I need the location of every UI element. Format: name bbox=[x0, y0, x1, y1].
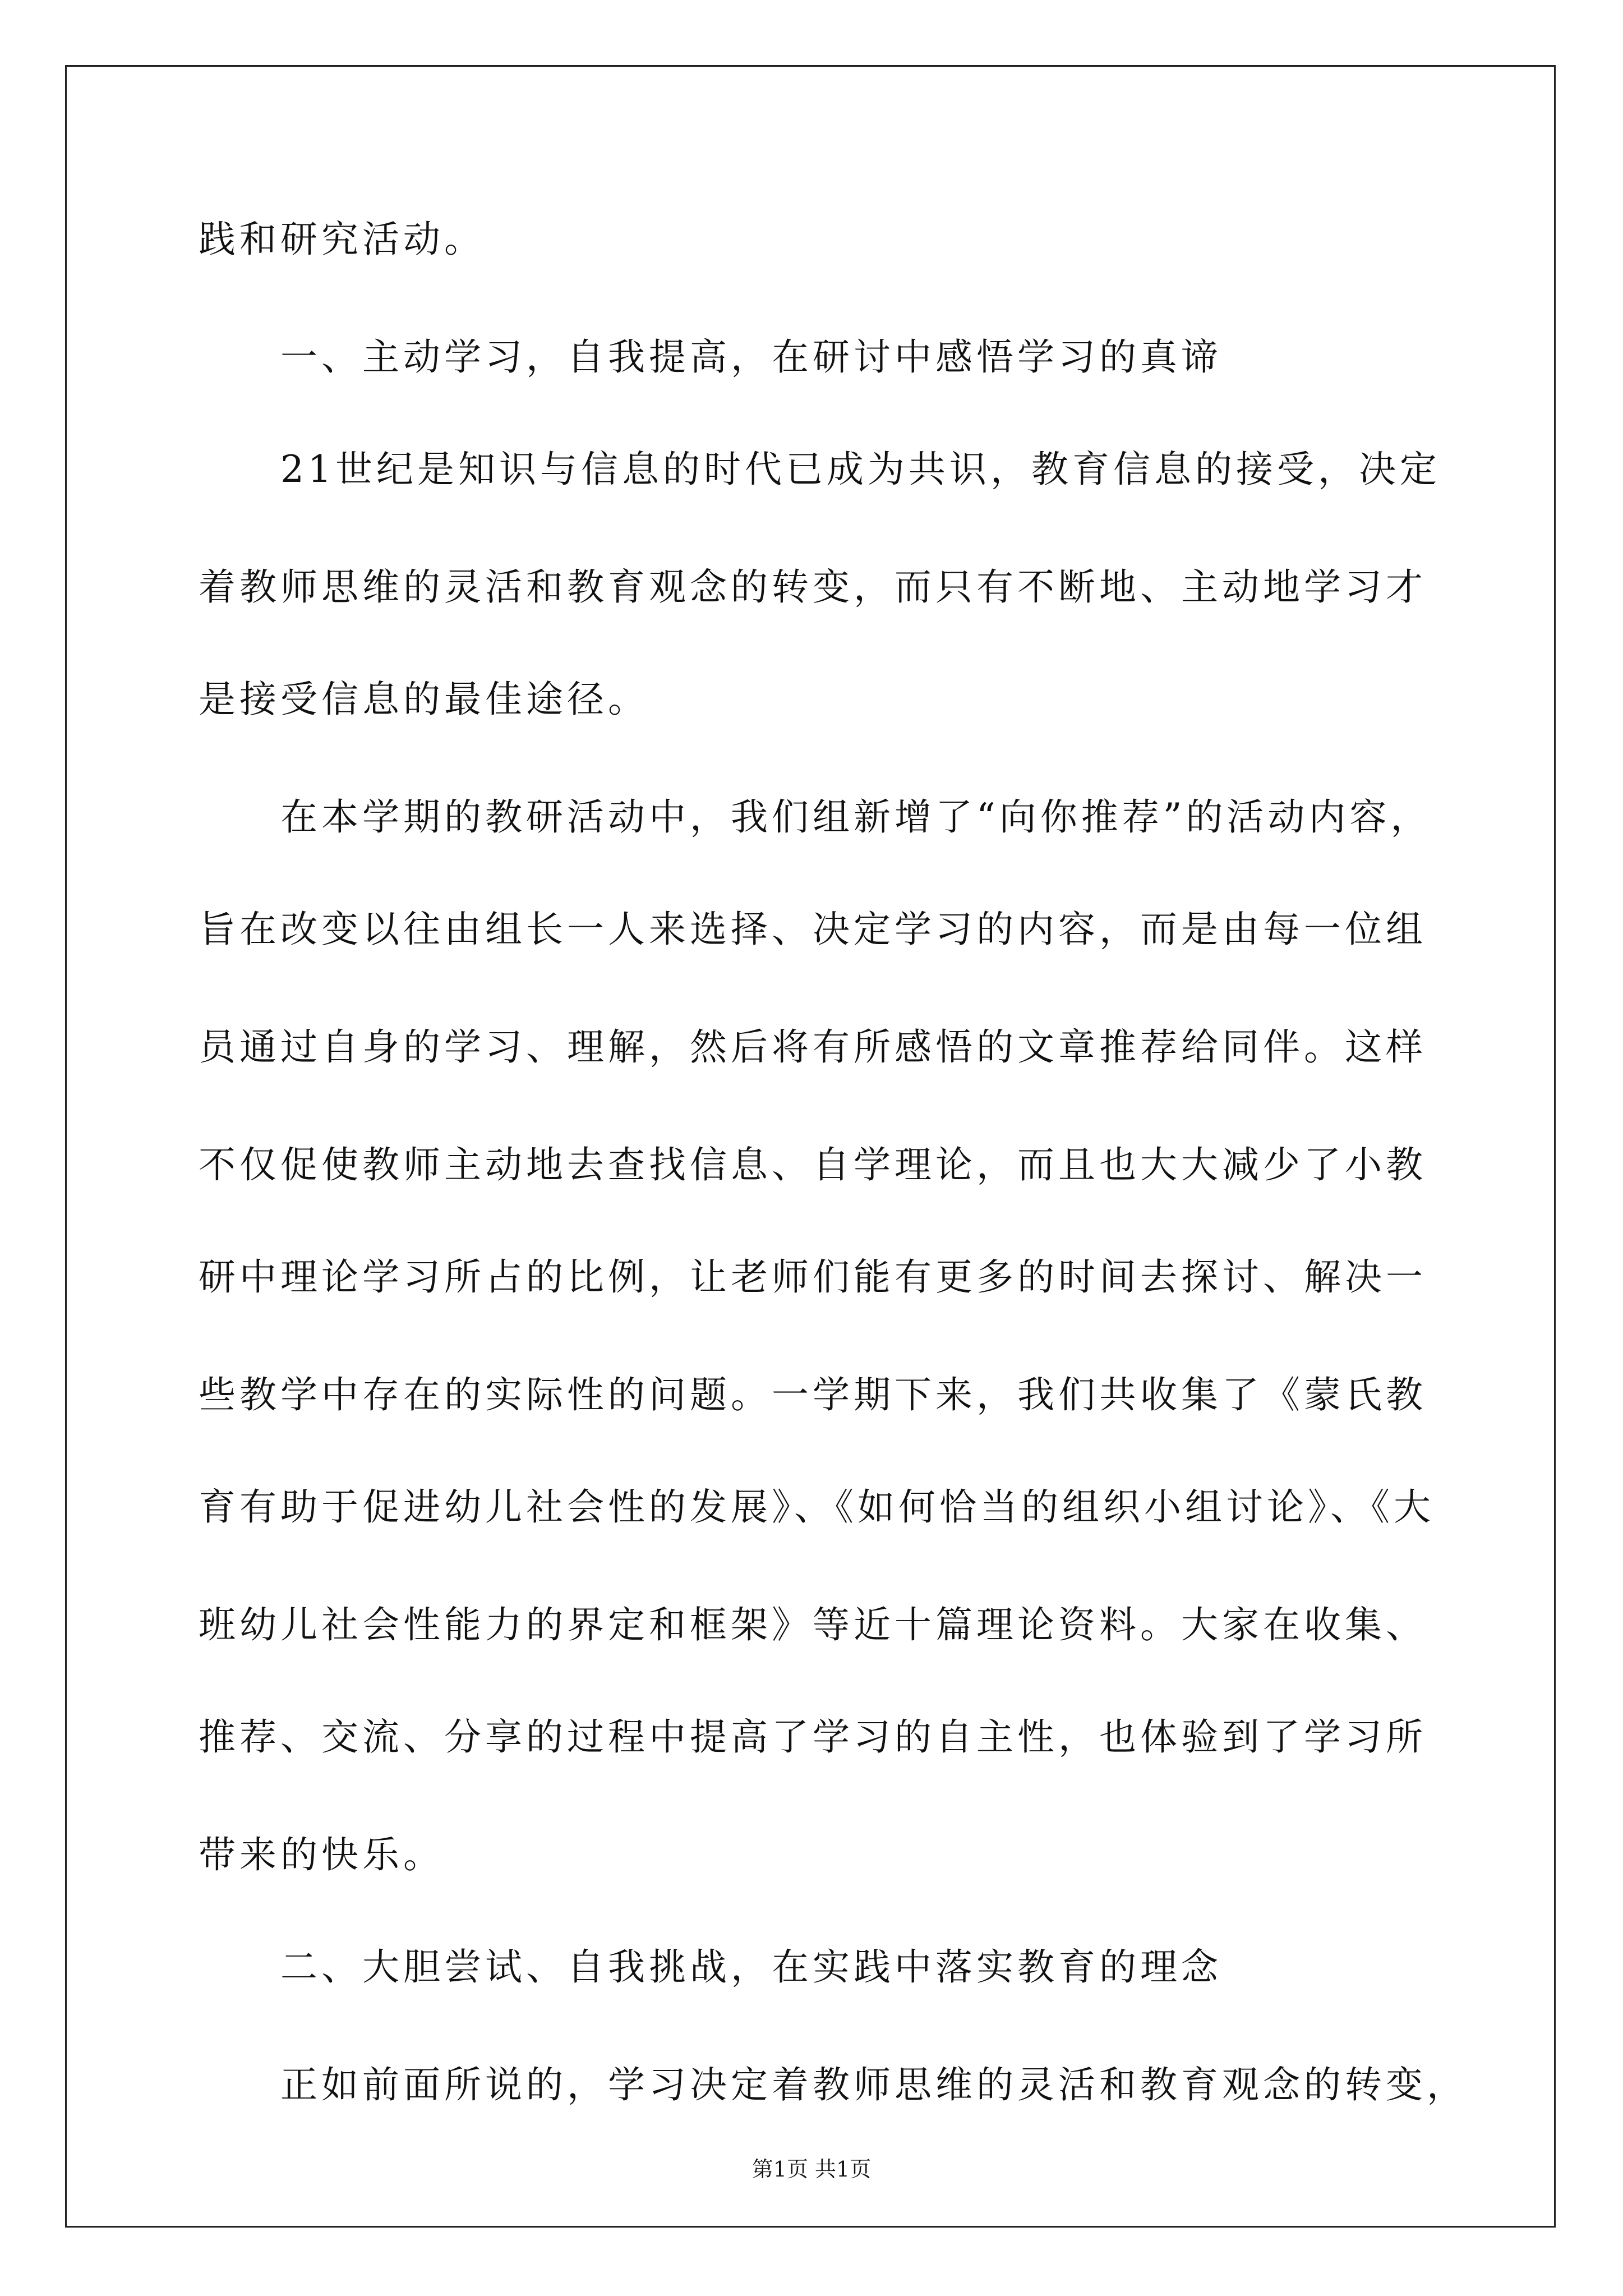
paragraph-line: 旨在改变以往由组长一人来选择、决定学习的内容，而是由每一位组 bbox=[199, 908, 1427, 951]
paragraph-line: 些教学中存在的实际性的问题。一学期下来，我们共收集了《蒙氏教 bbox=[199, 1373, 1427, 1416]
paragraph-line: 21世纪是知识与信息的时代已成为共识，教育信息的接受，决定 bbox=[280, 448, 1441, 491]
paragraph-line: 不仅促使教师主动地去查找信息、自学理论，而且也大大减少了小教 bbox=[199, 1143, 1427, 1186]
paragraph-line: 着教师思维的灵活和教育观念的转变，而只有不断地、主动地学习才 bbox=[199, 565, 1427, 609]
paragraph-line: 带来的快乐。 bbox=[199, 1833, 444, 1876]
paragraph-line: 正如前面所说的，学习决定着教师思维的灵活和教育观念的转变， bbox=[280, 2063, 1468, 2106]
page-number-footer: 第1页 共1页 bbox=[751, 2157, 872, 2182]
paragraph-line: 员通过自身的学习、理解，然后将有所感悟的文章推荐给同伴。这样 bbox=[199, 1025, 1427, 1069]
paragraph-line: 推荐、交流、分享的过程中提高了学习的自主性，也体验到了学习所 bbox=[199, 1715, 1427, 1759]
paragraph-line: 在本学期的教研活动中，我们组新增了“向你推荐”的活动内容， bbox=[280, 795, 1432, 839]
paragraph-line: 班幼儿社会性能力的界定和框架》等近十篇理论资料。大家在收集、 bbox=[199, 1603, 1427, 1646]
paragraph-line: 研中理论学习所占的比例，让老师们能有更多的时间去探讨、解决一 bbox=[199, 1255, 1427, 1299]
paragraph-line: 育有助于促进幼儿社会性的发展》、《如何恰当的组织小组讨论》、《大 bbox=[199, 1485, 1435, 1529]
paragraph-line: 是接受信息的最佳途径。 bbox=[199, 678, 649, 721]
paragraph-line: 践和研究活动。 bbox=[199, 218, 485, 261]
section-heading: 一、主动学习，自我提高，在研讨中感悟学习的真谛 bbox=[280, 335, 1222, 379]
section-heading: 二、大胆尝试、自我挑战，在实践中落实教育的理念 bbox=[280, 1945, 1222, 1989]
